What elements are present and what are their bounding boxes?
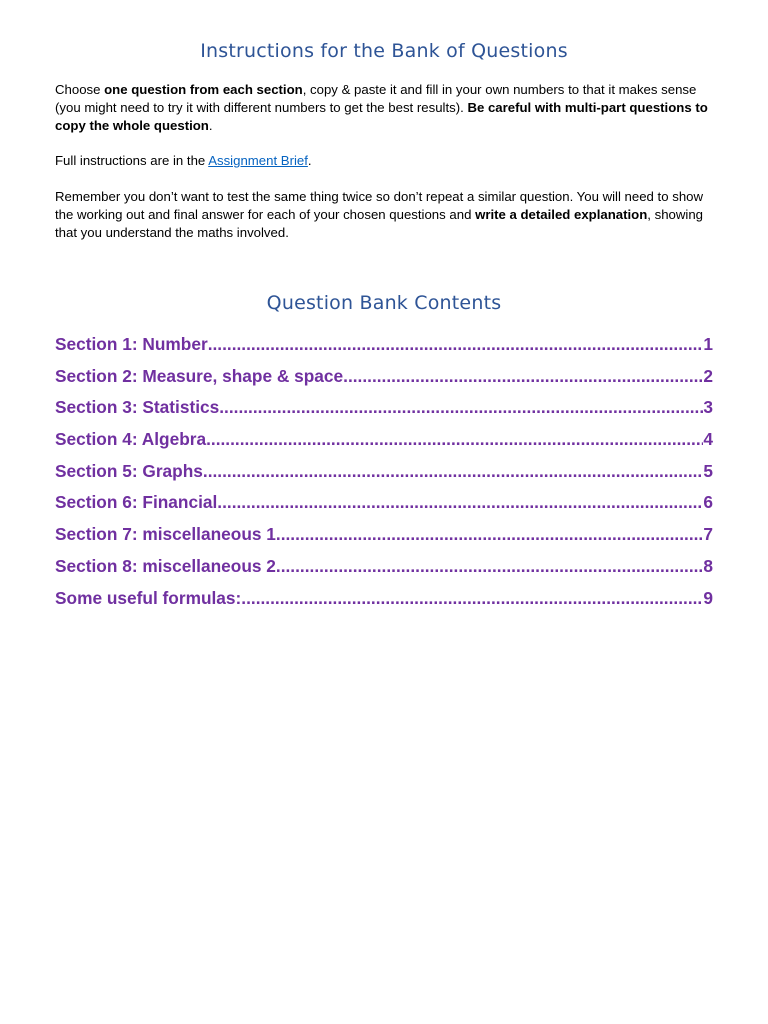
toc-entry-section-2[interactable] xyxy=(55,366,713,398)
toc-entry-title: Section 2: Measure, shape & space xyxy=(55,365,344,386)
toc-entry-title: Section 7: miscellaneous 1 xyxy=(55,524,276,545)
toc-entry-section-1[interactable] xyxy=(55,334,713,366)
toc-entry-section-4[interactable] xyxy=(55,429,713,461)
toc-entry-section-8[interactable] xyxy=(55,556,713,588)
table-of-contents xyxy=(55,334,713,619)
toc-dot-leader xyxy=(217,492,703,513)
toc-dot-leader xyxy=(241,588,703,609)
toc-dot-leader xyxy=(276,556,703,577)
assignment-brief-link[interactable]: Assignment Brief xyxy=(208,153,308,168)
bold-text: Be careful with multi-part questions to copy the whole question xyxy=(55,100,708,133)
toc-dot-leader xyxy=(276,524,703,545)
toc-entry-page: 1 xyxy=(703,334,713,354)
toc-entry-page: 2 xyxy=(703,365,713,386)
text-span: Remember you don’t want to test the same thing twice so don’t repeat a similar question. You will need to show the working out and final answer for each of your chosen questions and xyxy=(55,189,704,222)
instructions-paragraph-2 xyxy=(55,152,713,170)
toc-entry-section-6[interactable] xyxy=(55,492,713,524)
toc-dot-leader xyxy=(219,397,703,418)
toc-entry-useful-formulas[interactable] xyxy=(55,588,713,620)
toc-entry-section-3[interactable] xyxy=(55,397,713,429)
toc-entry-page: 5 xyxy=(703,460,713,481)
toc-entry-page: 8 xyxy=(703,555,713,576)
toc-entry-title: Some useful formulas: xyxy=(55,587,242,608)
toc-entry-title: Section 1: Number xyxy=(55,334,208,354)
toc-entry-section-5[interactable] xyxy=(55,461,713,493)
toc-entry-title: Section 6: Financial xyxy=(55,492,218,513)
text-span: Choose xyxy=(55,82,105,97)
toc-entry-title: Section 3: Statistics xyxy=(55,397,220,418)
toc-entry-page: 6 xyxy=(703,492,713,513)
instructions-paragraph-3 xyxy=(55,188,713,242)
toc-entry-page: 7 xyxy=(703,524,713,545)
toc-dot-leader xyxy=(343,366,703,387)
toc-dot-leader xyxy=(203,461,703,482)
toc-entry-title: Section 8: miscellaneous 2 xyxy=(55,555,276,576)
toc-entry-page: 3 xyxy=(703,397,713,418)
toc-dot-leader xyxy=(206,429,703,450)
bold-text: write a detailed explanation xyxy=(475,207,648,222)
toc-entry-title: Section 4: Algebra xyxy=(55,429,207,450)
text-span: , copy & paste it and fill in your own numbers to that it makes sense (you might need to try it with different numbers to get the best results). xyxy=(55,82,697,115)
contents-heading: Question Bank Contents xyxy=(266,292,502,314)
instructions-paragraph-1 xyxy=(55,81,713,135)
text-span: Full instructions are in the xyxy=(55,153,209,168)
toc-entry-title: Section 5: Graphs xyxy=(55,460,203,481)
toc-entry-section-7[interactable] xyxy=(55,524,713,556)
text-span: . xyxy=(307,153,312,168)
text-span: , showing that you understand the maths involved. xyxy=(55,207,703,240)
toc-entry-page: 9 xyxy=(703,587,713,608)
instructions-heading: Instructions for the Bank of Questions xyxy=(200,40,568,62)
toc-entry-page: 4 xyxy=(703,429,713,450)
toc-dot-leader xyxy=(208,334,704,355)
text-span: . xyxy=(208,118,213,133)
bold-text: one question from each section xyxy=(104,82,303,97)
